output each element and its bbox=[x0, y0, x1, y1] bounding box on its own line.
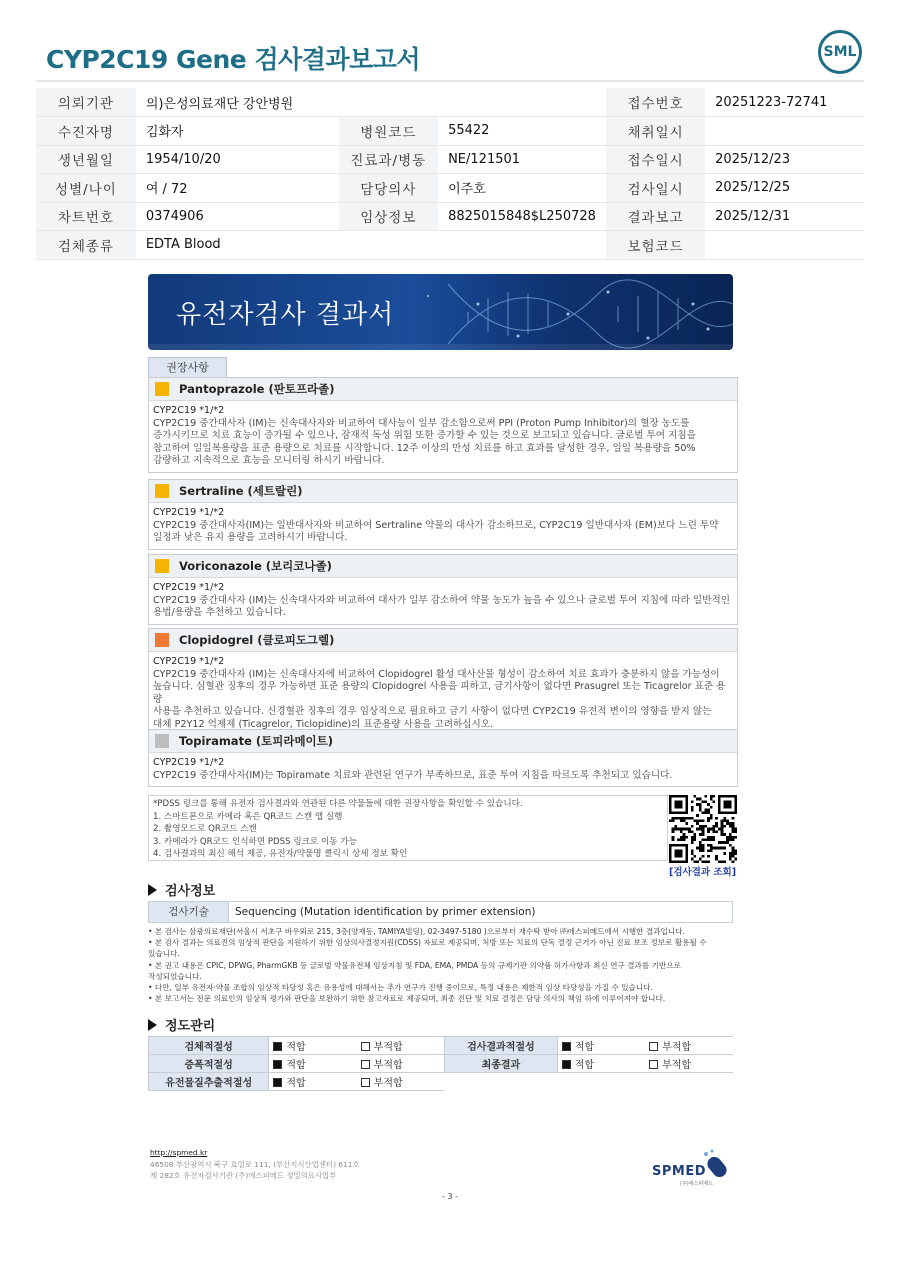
drug-card bbox=[148, 729, 738, 787]
info-value: 55422 bbox=[438, 117, 606, 146]
info-value bbox=[438, 88, 606, 117]
qc-pass-option bbox=[557, 1055, 645, 1073]
info-value: 2025/12/25 bbox=[705, 174, 864, 203]
qc-fail-option bbox=[645, 1037, 733, 1055]
recommendation-tab: 권장사항 bbox=[148, 357, 227, 378]
pdss-guide-box bbox=[148, 795, 668, 861]
test-technique-row bbox=[148, 901, 733, 923]
checkbox-icon bbox=[361, 1042, 370, 1051]
qc-row bbox=[149, 1055, 734, 1073]
info-value: 김화자 bbox=[136, 117, 339, 146]
qc-option-label: 부적합 bbox=[373, 1042, 403, 1053]
info-value: 0374906 bbox=[136, 202, 339, 231]
info-label: 보험코드 bbox=[606, 231, 705, 260]
info-value: 1954/10/20 bbox=[136, 145, 339, 174]
qc-option-label: 부적합 bbox=[373, 1078, 403, 1089]
info-label: 채취일시 bbox=[606, 117, 705, 146]
qc-option-label: 적합 bbox=[286, 1060, 306, 1071]
drug-genotype: CYP2C19 *1/*2 bbox=[153, 757, 225, 768]
info-label bbox=[339, 231, 439, 260]
info-label: 수진자명 bbox=[36, 117, 136, 146]
info-value: EDTA Blood bbox=[136, 231, 339, 260]
drug-genotype: CYP2C19 *1/*2 bbox=[153, 582, 225, 593]
footer-address: 46508 부산광역시 북구 효열로 111, (부산지식산업센터) 611호 bbox=[150, 1159, 360, 1169]
drug-name: Sertraline (세트랄린) bbox=[179, 484, 303, 498]
qc-option-label: 부적합 bbox=[373, 1060, 403, 1071]
drug-description bbox=[149, 503, 737, 549]
qc-option-label: 적합 bbox=[286, 1078, 306, 1089]
checkbox-icon bbox=[649, 1060, 658, 1069]
drug-description-line: 높습니다. 심혈관 징후의 경우 가능하면 표준 용량의 Clopidogrel 사용을 피하고, 금기사항이 없다면 Prasugrel 또는 Ticagrelor 표준 용량 bbox=[153, 681, 726, 705]
qc-label bbox=[444, 1073, 557, 1091]
info-value: 2025/12/23 bbox=[705, 145, 864, 174]
drug-description bbox=[149, 652, 737, 735]
info-label: 의뢰기관 bbox=[36, 88, 136, 117]
qc-label: 검체적절성 bbox=[149, 1037, 269, 1055]
drug-description-line: 사용을 추천하고 있습니다. 신경혈관 징후의 경우 임상적으로 필요하고 금기 사항이 없다면 CYP2C19 유전적 변이의 영향을 받지 않는 bbox=[153, 706, 712, 717]
info-value: 20251223-72741 bbox=[705, 88, 864, 117]
pdss-line: 1. 스마트폰으로 카메라 혹은 QR코드 스캔 앱 실행 bbox=[153, 811, 343, 822]
info-value bbox=[705, 117, 864, 146]
info-value: 여 / 72 bbox=[136, 174, 339, 203]
info-value: 이주호 bbox=[438, 174, 606, 203]
info-label: 임상정보 bbox=[339, 202, 439, 231]
qc-row bbox=[149, 1073, 734, 1091]
checkbox-icon bbox=[562, 1060, 571, 1069]
drug-description-line: 용법/용량을 추천하고 있습니다. bbox=[153, 607, 286, 618]
checkbox-icon bbox=[273, 1078, 282, 1087]
disclaimer-line: • 본 검사 결과는 의료진의 임상적 판단을 지원하기 위한 임상의사결정지원(CDSS) 자료로 제공되며, 처방 또는 치료의 단독 결정 근거가 아닌 진료 보조 정보로 활용될 수 bbox=[148, 938, 707, 948]
qc-heading: 정도관리 bbox=[148, 1015, 215, 1034]
qc-option-label: 적합 bbox=[286, 1042, 306, 1053]
qc-pass-option bbox=[269, 1037, 357, 1055]
patient-info-row bbox=[36, 88, 864, 117]
info-label: 결과보고 bbox=[606, 202, 705, 231]
qc-fail-option bbox=[357, 1037, 445, 1055]
info-label: 병원코드 bbox=[339, 117, 439, 146]
patient-info-row bbox=[36, 117, 864, 146]
drug-description bbox=[149, 753, 737, 786]
drug-description-line: 일정과 낮은 유지 용량을 고려하시기 바랍니다. bbox=[153, 532, 348, 543]
report-title: CYP2C19 Gene 검사결과보고서 bbox=[46, 45, 420, 74]
drug-description-line: 증가시키므로 치료 효능이 증가될 수 있으나, 잠재적 독성 위험 또한 증가할 수 있는 것으로 보고되고 있습니다. 글로벌 투여 지침을 bbox=[153, 430, 696, 441]
drug-name: Clopidogrel (클로피도그렐) bbox=[179, 633, 335, 647]
drug-card bbox=[148, 479, 738, 550]
drug-header bbox=[149, 730, 737, 753]
test-technique-label: 검사기술 bbox=[149, 902, 229, 922]
disclaimer-line: • 본 보고서는 전문 의료인의 임상적 평가와 판단을 보완하기 위한 참고자료로 제공되며, 최종 진단 및 치료 결정은 담당 의사의 책임 하에 이루어져야 합니다. bbox=[148, 994, 666, 1004]
spmed-brand: SPMED bbox=[652, 1164, 706, 1179]
qc-fail-option bbox=[645, 1055, 733, 1073]
info-value bbox=[705, 231, 864, 260]
checkbox-icon bbox=[361, 1060, 370, 1069]
drug-header bbox=[149, 629, 737, 652]
qc-option-label: 적합 bbox=[574, 1060, 595, 1071]
drug-genotype: CYP2C19 *1/*2 bbox=[153, 656, 225, 667]
patient-info-table bbox=[36, 88, 864, 260]
footer-info bbox=[150, 1147, 360, 1182]
info-label: 성별/나이 bbox=[36, 174, 136, 203]
checkbox-icon bbox=[649, 1042, 658, 1051]
qc-pass-option bbox=[557, 1037, 645, 1055]
qc-label: 증폭적절성 bbox=[149, 1055, 269, 1073]
status-square-icon bbox=[155, 484, 169, 498]
qc-option-label: 부적합 bbox=[662, 1060, 692, 1071]
info-label: 검사일시 bbox=[606, 174, 705, 203]
qc-option-label: 부적합 bbox=[662, 1042, 692, 1053]
status-square-icon bbox=[155, 382, 169, 396]
info-label: 차트번호 bbox=[36, 202, 136, 231]
pdss-line: 2. 촬영모드로 QR코드 스캔 bbox=[153, 824, 257, 835]
info-value: 2025/12/31 bbox=[705, 202, 864, 231]
disclaimer-notes bbox=[148, 926, 733, 1004]
result-banner bbox=[148, 274, 733, 350]
info-label: 접수번호 bbox=[606, 88, 705, 117]
drug-header bbox=[149, 555, 737, 578]
sml-logo: SML bbox=[818, 30, 862, 74]
pdss-line: 4. 검사결과의 최신 해석 제공, 유전자/약물명 클릭시 상세 정보 확인 bbox=[153, 849, 408, 860]
qr-code[interactable] bbox=[669, 795, 737, 863]
drug-header bbox=[149, 480, 737, 503]
patient-info-row bbox=[36, 202, 864, 231]
test-technique-value: Sequencing (Mutation identification by primer extension) bbox=[235, 906, 536, 918]
drug-name: Pantoprazole (판토프라졸) bbox=[179, 382, 335, 396]
drug-description-line: CYP2C19 중간대사자 (IM)는 신속대사자와 비교하여 대사가 일부 감소하여 약물 농도가 높을 수 있으나 글로벌 투여 지침에 따라 일반적인 bbox=[153, 594, 730, 606]
drug-name: Topiramate (토피라메이트) bbox=[179, 734, 334, 748]
status-square-icon bbox=[155, 734, 169, 748]
info-value bbox=[438, 231, 606, 260]
qc-pass-option bbox=[269, 1073, 357, 1091]
drug-description-line: CYP2C19 중간대사자(IM)는 일반대사자와 비교하여 Sertraline 약물의 대사가 감소하므로, CYP2C19 일반대사자 (EM)보다 느린 투약 bbox=[153, 519, 719, 531]
drug-card bbox=[148, 554, 738, 625]
disclaimer-line: 작성되었습니다. bbox=[148, 971, 202, 981]
drug-card bbox=[148, 377, 738, 473]
status-square-icon bbox=[155, 559, 169, 573]
info-label: 진료과/병동 bbox=[339, 145, 439, 174]
patient-info-row bbox=[36, 145, 864, 174]
banner-title: 유전자검사 결과서 bbox=[176, 300, 395, 330]
drug-description-line: CYP2C19 중간대사자 (IM)는 신속대사자와 비교하여 대사능이 일부 감소함으로써 PPI (Proton Pump Inhibitor)의 혈장 농도를 bbox=[153, 417, 690, 429]
title-divider bbox=[36, 80, 864, 82]
info-label bbox=[339, 88, 439, 117]
drug-description bbox=[149, 401, 737, 472]
triangle-bullet-icon bbox=[148, 884, 157, 896]
qc-label: 유전물질추출적절성 bbox=[149, 1073, 269, 1091]
drug-genotype: CYP2C19 *1/*2 bbox=[153, 405, 225, 416]
result-lookup-link[interactable]: [검사결과 조회] bbox=[669, 867, 737, 878]
info-value: 8825015848$L250728 bbox=[438, 202, 606, 231]
info-label: 접수일시 bbox=[606, 145, 705, 174]
drug-genotype: CYP2C19 *1/*2 bbox=[153, 507, 225, 518]
drug-description-line: CYP2C19 중간대사자 (IM)는 신속대사자에 비교하여 Clopidogrel 활성 대사산물 형성이 감소하여 치료 효과가 충분하지 않을 가능성이 bbox=[153, 668, 720, 680]
pdss-line: *PDSS 링크를 통해 유전자 검사결과와 연관된 다른 약물들에 대한 권장사항을 확인할 수 있습니다. bbox=[153, 799, 523, 809]
checkbox-icon bbox=[273, 1060, 282, 1069]
checkbox-icon bbox=[273, 1042, 282, 1051]
checkbox-icon bbox=[361, 1078, 370, 1087]
qc-option-label: 적합 bbox=[574, 1042, 595, 1053]
triangle-bullet-icon bbox=[148, 1019, 157, 1031]
disclaimer-line: • 본 권고 내용은 CPIC, DPWG, PharmGKB 등 글로벌 약물유전체 임상지침 및 FDA, EMA, PMDA 등의 규제기관 의약품 허가사항과 최신 연구 결과를 기반으로 bbox=[148, 960, 681, 970]
spmed-sub: (주)에스피메드 bbox=[680, 1181, 713, 1187]
footer-license: 제 282호 유전자검사기관 (주)에스피메드 정밀의료사업부 bbox=[150, 1171, 337, 1180]
qc-label: 최종결과 bbox=[444, 1055, 557, 1073]
info-label: 생년월일 bbox=[36, 145, 136, 174]
drug-description-line: 대체 P2Y12 억제제 (Ticagrelor, Ticlopidine)의 표준용량 사용을 고려하십시오. bbox=[153, 718, 494, 730]
quality-control-table bbox=[148, 1036, 733, 1091]
qc-row bbox=[149, 1037, 734, 1055]
drug-description-line: 참고하여 일일복용량을 표준 용량으로 치료를 시작합니다. 12주 이상의 만성 치료를 하고 효과를 달성한 경우, 일일 복용량을 50% bbox=[153, 442, 696, 454]
pill-icon bbox=[704, 1150, 729, 1180]
patient-info-row bbox=[36, 231, 864, 260]
info-value: 의)은성의료재단 강안병원 bbox=[136, 88, 339, 117]
page-number: - 3 - bbox=[442, 1192, 458, 1201]
drug-description-line: 감량하고 지속적으로 효능을 모니터링 하시기 바랍니다. bbox=[153, 455, 385, 466]
qc-pass-option bbox=[269, 1055, 357, 1073]
info-label: 검체종류 bbox=[36, 231, 136, 260]
qc-fail-option bbox=[357, 1055, 445, 1073]
footer-url[interactable]: http://spmed.kr bbox=[150, 1148, 208, 1157]
info-value: NE/121501 bbox=[438, 145, 606, 174]
patient-info-row bbox=[36, 174, 864, 203]
disclaimer-line: • 다만, 일부 유전자·약물 조합의 임상적 타당성 혹은 유용성에 대해서는 추가 연구가 진행 중이므로, 특정 내용은 제한적 임상 타당성을 가질 수 있습니다. bbox=[148, 983, 653, 993]
pdss-line: 3. 카메라가 QR코드 인식하면 PDSS 링크로 이동 가능 bbox=[153, 836, 357, 847]
disclaimer-line: 있습니다. bbox=[148, 949, 180, 959]
qc-label: 검사결과적절성 bbox=[444, 1037, 557, 1055]
spmed-logo bbox=[650, 1148, 740, 1190]
drug-header bbox=[149, 378, 737, 401]
drug-name: Voriconazole (보리코나졸) bbox=[179, 559, 332, 573]
qc-fail-option bbox=[357, 1073, 445, 1091]
test-info-heading: 검사정보 bbox=[148, 880, 215, 899]
drug-description-line: CYP2C19 중간대사자(IM)는 Topiramate 치료와 관련된 연구가 부족하므로, 표준 투여 지침을 따르도록 추천되고 있습니다. bbox=[153, 769, 673, 781]
disclaimer-line: • 본 검사는 삼광의료재단(서울시 서초구 바우뫼로 215, 3층(양재동, TAMIYA빌딩), 02-3497-5180 )으로부터 재수탁 받아 ㈜에스피메드에서 시행한 결과입니다. bbox=[148, 927, 685, 936]
status-square-icon bbox=[155, 633, 169, 647]
checkbox-icon bbox=[562, 1042, 571, 1051]
drug-card bbox=[148, 628, 738, 736]
info-label: 담당의사 bbox=[339, 174, 439, 203]
drug-description bbox=[149, 578, 737, 624]
